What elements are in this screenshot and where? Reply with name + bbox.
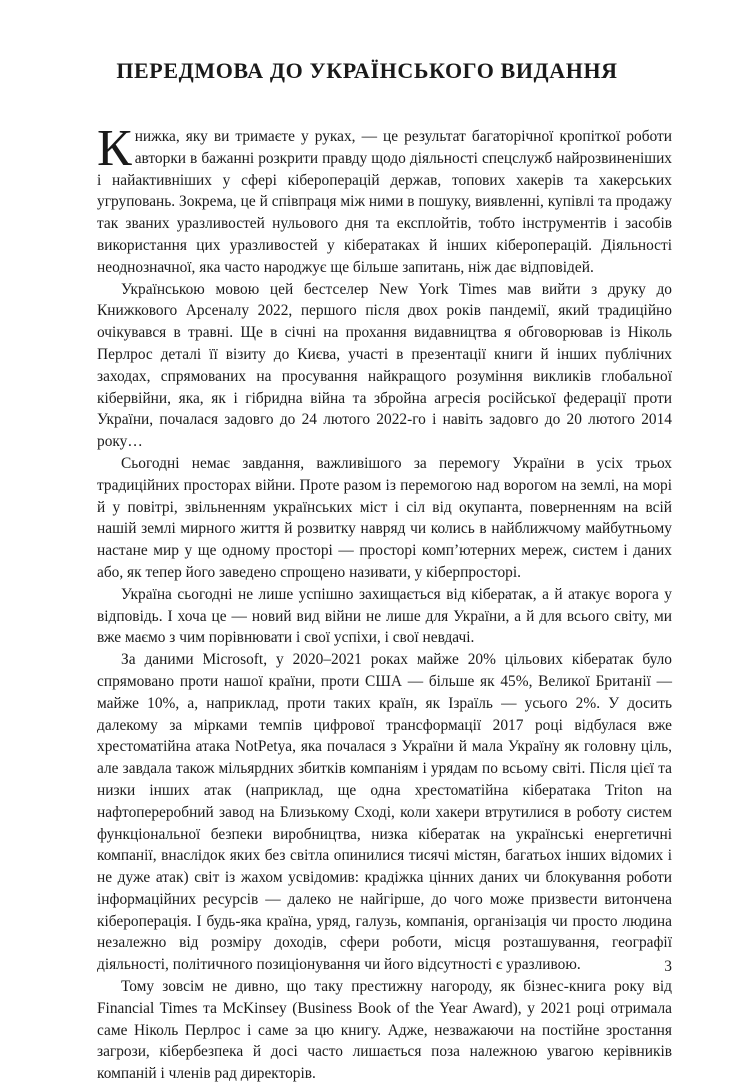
page-number: 3 — [664, 958, 672, 975]
chapter-title: ПЕРЕДМОВА ДО УКРАЇНСЬКОГО ВИДАННЯ — [116, 58, 618, 83]
paragraph-1 — [97, 120, 672, 279]
paragraph-6: Тому зовсім не дивно, що таку престижну нагороду, як бізнес-книга року від Financial Times та McKinsey (Business Book of the Year Award), у 2021 році отримала саме Ніколь Перлрос і саме за цю книгу. Адже, незважаючи на постійне зростання загрози, кібербезпека й досі часто лишається поза належною увагою керівників компаній і членів рад директорів. — [97, 978, 672, 1083]
body-text — [97, 120, 672, 1085]
paragraph-3: Сьогодні немає завдання, важливішого за перемогу України в усіх трьох традиційних просторах війни. Проте разом із перемогою над ворогом на землі, на морі й у повітрі, звільненням українських міст і сіл від окупанта, поверненням на всій нашій землі мирного життя й розвитку навряд чи колись в найближчому майбутньому настане мир у ще одному просторі — просторі комп’ютерних мереж, систем і даних або, як тепер його заведено спрощено називати, у кіберпросторі. — [97, 454, 672, 581]
paragraph-4: Україна сьогодні не лише успішно захищається від кібератак, а й атакує ворога у відповідь. І хоча це — новий вид війни не лише для України, а й для всього світу, ми вже маємо з чим порівнювати і свої успіхи, і свої невдачі. — [97, 585, 672, 647]
paragraph-2: Українською мовою цей бестселер New York Times мав вийти з друку до Книжкового Арсеналу 2022, першого після двох років пандемії, який традиційно очікувався в травні. Ще в січні на прохання видавництва я обговорював із Ніколь Перлрос деталі її візиту до Києва, участі в презентації книги й інших публічних заходах, спрямованих на просування найкращого розуміння викликів глобальної кібервійни, яка, як і гібридна війна та збройна агресія російської федерації проти України, почалася задовго до 24 лютого 2022-го і навіть задовго до 20 лютого 2014 року… — [97, 280, 672, 451]
paragraph-5: За даними Microsoft, у 2020–2021 роках майже 20% цільових кібератак було спрямовано проти нашої країни, проти США — більше як 45%, Великої Британії — майже 10%, а, наприклад, проти таких країн, як Ізраїль — усього 2%. У досить далекому за мірками темпів цифрової трансформації 2017 році відбулася вже хрестоматійна атака NotPetya, яка почалася з України й мала Україну як головну ціль, але завдала також мільярдних збитків компаніям і урядам по всьому світі. Після цієї та низки інших атак (наприклад, ще одна хрестоматійна кібератака Triton на нафтопереробний завод на Близькому Сході, коли хакери втрутилися в роботу систем функціональної безпеки виробництва, низка кібератак на українські енергетичні компанії, внаслідок яких без світла опинилися тисячі містян, багатьох інших відомих і не дуже атак) світ із жахом усвідомив: крадіжка цінних даних чи блокування роботи інформаційних ресурсів — далеко не найгірше, до чого може призвести витончена кібероперація. І будь-яка країна, уряд, галузь, компанія, організація чи просто людина незалежно від розміру доходів, сфери роботи, місця розташування, географії діяльності, політичного позиціонування чи його відсутності є уразливою. — [97, 651, 672, 974]
drop-cap: К — [97, 120, 132, 177]
paragraph-1-text: нижка, яку ви тримаєте у руках, — це результат багаторічної кропіткої роботи авторки в бажанні розкрити правду щодо діяльності спецслужб найрозвиненіших і найактивніших у сфері кібероперацій держав, топових хакерів та хакерських угруповань. Зокрема, це й співпраця між ними в пошуку, виявленні, купівлі та продажу так званих уразливостей нульового дня та експлойтів, тобто інструментів і засобів використання цих уразливостей у кібератаках й інших кібероперацій. Діяльності неоднозначної, яка часто народжує ще більше запитань, ніж дає відповідей. — [97, 128, 672, 276]
